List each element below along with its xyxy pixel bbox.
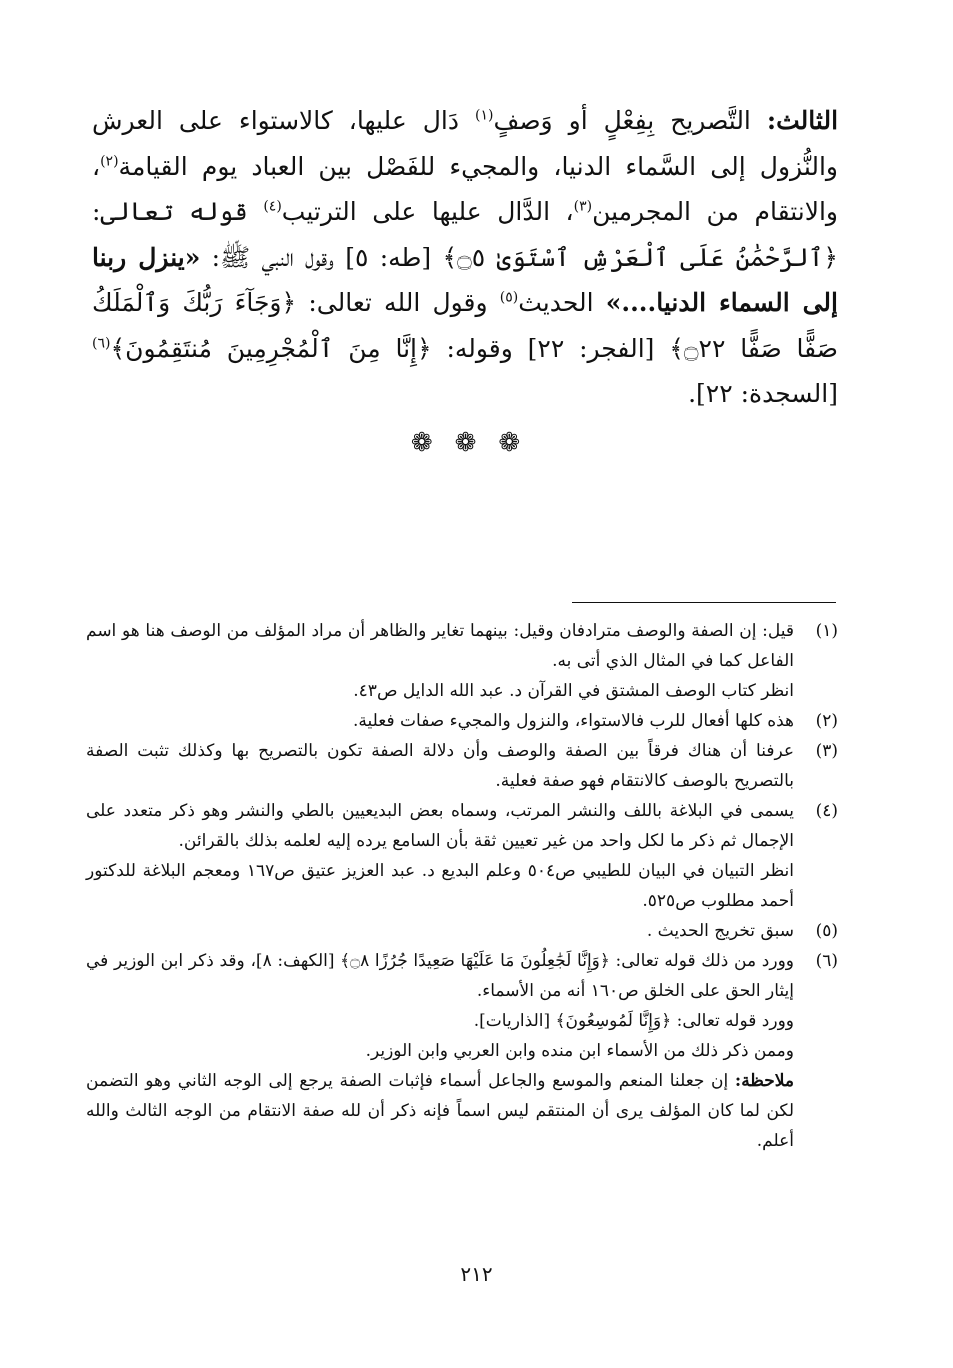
hadith-quote: «ينزل ربنا إلى السماء الدنيا....» [92, 242, 838, 317]
footnote-line: وورد قوله تعالى: ﴿وَإِنَّا لَمُوسِعُونَ﴾ [الذاريات]. [473, 1011, 794, 1031]
footnote-body [86, 916, 794, 946]
page-number: ٢١٢ [460, 1262, 493, 1286]
footnote-line: يسمى في البلاغة باللف والنشر المرتب، وسماه بعض البديعيين بالطي والنشر وهو ذكر متعدد على الإجمال ثم ذكر ما لكل واحد من غير تعيين ثقة بأن السامع يرده إليه لعلمه بذلك بالقرائن. [86, 801, 794, 851]
footnote-ref: (٣) [573, 198, 593, 215]
text-segment: وقول الله تعالى: ﴿وَجَآءَ رَبُّكَ وَٱلْمَلَكُ صَفًّا صَفًّا ۝٢٢﴾ [الفجر: ٢٢] وقوله: ﴿إِنَّا مِنَ ٱلْمُجْرِمِينَ مُنتَقِمُونَ﴾ [92, 288, 839, 363]
footnote-3 [86, 736, 838, 796]
footnote-line: قيل: إن الصفة والوصف مترادفان وقيل: بينهما تغاير والظاهر أن مراد المؤلف من الوصف هنا هو اسم الفاعل كما في المثال الذي أتى به. [86, 621, 794, 671]
footnote-body [86, 946, 794, 1156]
footnote-line: وممن ذكر ذلك من الأسماء ابن منده وابن العربي وابن الوزير. [365, 1041, 794, 1061]
text-segment: الحديث [518, 288, 594, 317]
footnote-ref: (١) [474, 107, 494, 124]
footnote-separator [572, 602, 836, 603]
footnote-number: (٦) [815, 951, 838, 971]
footnote-ref: (٤) [263, 198, 282, 215]
footnote-body [86, 706, 794, 736]
text-segment: التَّصريح بِفِعْلٍ أو وَصفٍ [493, 106, 751, 135]
text-segment: دَال عليها، كالاستواء على العرش والنُّزول إلى السَّماء الدنيا، والمجيء للفَصْل بين العباد يوم القيامة [92, 106, 838, 181]
main-paragraph [92, 98, 838, 417]
main-paragraph-text [92, 98, 838, 417]
footnote-number: (٤) [815, 801, 838, 821]
footnote-line: هذه كلها أفعال للرب فالاستواء، والنزول والمجيء صفات فعلية. [353, 711, 794, 731]
footnote-line: وورد من ذلك قوله تعالى: ﴿وَإِنَّا لَجَٰعِلُونَ مَا عَلَيْهَا صَعِيدًا جُرُزًا ۝٨﴾ [الكهف: ٨]، وقد ذكر ابن الوزير في إيثار الحق على الخلق ص١٦٠ أنه من الأسماء. [86, 951, 794, 1001]
text-segment: [السجدة: ٢٢]. [688, 379, 838, 408]
footnote-number: (١) [815, 621, 838, 641]
section-heading: الثالث: [766, 106, 839, 135]
text-segment: ، الدَّال عليها على الترتيب [281, 197, 574, 226]
footnote-body [86, 796, 794, 916]
footnote-ref: (٢) [100, 153, 119, 170]
footnote-body [86, 736, 794, 796]
footnote-2 [86, 706, 838, 736]
footnote-ref: (٦) [92, 335, 111, 352]
footnote-line: سبق تخريج الحديث . [646, 921, 794, 941]
text-segment: قوله تعالى: ﴿ٱلرَّحْمَٰنُ عَلَى ٱلْعَرْشِ ٱسْتَوَىٰ ۝٥﴾ [طه: ٥] وقول النبي ﷺ: [92, 197, 838, 272]
footnote-1 [86, 616, 838, 706]
footnote-4 [86, 796, 838, 916]
footnote-6 [86, 946, 838, 1156]
footnote-line: انظر كتاب الوصف المشتق في القرآن د. عبد الله الدايل ص٤٣. [353, 681, 794, 701]
footnotes [86, 616, 838, 1156]
section-divider-ornaments: ❁❁❁ [410, 428, 543, 458]
footnote-5 [86, 916, 838, 946]
note-text: إن جعلنا المنعم والموسع والجاعل أسماء فإثبات الصفة يرجع إلى الوجه الثاني وهو التضمن لكن لما كان المؤلف يرى أن المنتقم ليس اسماً فإنه ذكر أن لله صفة الانتقام من الوجه الثالث والله أعلم. [86, 1071, 794, 1151]
footnote-ref: (٥) [499, 289, 519, 306]
text-segment: ، والانتقام من المجرمين [92, 151, 838, 226]
footnote-note [86, 1066, 794, 1156]
footnote-number: (٣) [815, 741, 838, 761]
footnote-line: عرفنا أن هناك فرقاً بين الصفة والوصف وأن دلالة الصفة تكون بالتصريح بها وكذلك تثبت الصفة بالتصريح بالوصف كالانتقام فهو صفة فعلية. [86, 741, 794, 791]
footnote-body [86, 616, 794, 706]
footnote-number: (٢) [815, 711, 838, 731]
footnote-number: (٥) [815, 921, 838, 941]
note-label: ملاحظة: [734, 1071, 795, 1091]
footnote-line: انظر التبيان في البيان للطيبي ص٥٠٤ وعلم البديع د. عبد العزيز عتيق ص١٦٧ ومعجم البلاغة للدكتور أحمد مطلوب ص٥٢٥. [86, 861, 794, 911]
